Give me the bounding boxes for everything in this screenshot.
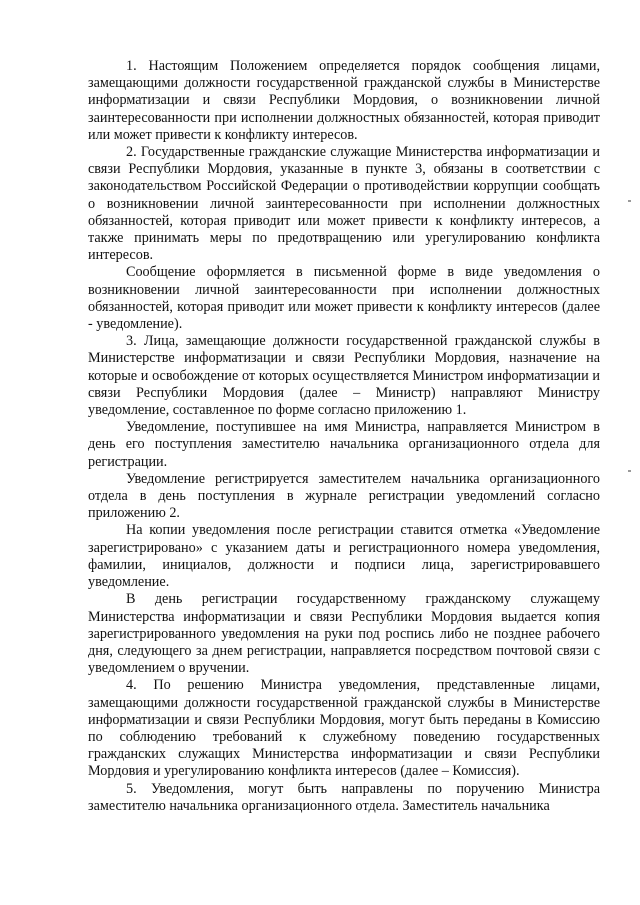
paragraph-3-forwarding: Уведомление, поступившее на имя Министра, направляется Министром в день его поступления заместителю начальника организационного отдела для регистрации. xyxy=(88,419,600,470)
scan-speck xyxy=(628,470,631,472)
paragraph-3-copy-mark: На копии уведомления после регистрации ставится отметка «Уведомление зарегистрировано» с указанием даты и регистрационного номера уведомления, фамилии, инициалов, должности и подписи лица, зарегистрировавшего уведомление. xyxy=(88,522,600,591)
paragraph-3-copy-delivery: В день регистрации государственному гражданскому служащему Министерства информатизации и связи Республики Мордовия выдается копия зарегистрированного уведомления на руки под роспись либо не позднее рабочего дня, следующего за днем регистрации, направляется посредством почтовой связи с уведомлением о вручении. xyxy=(88,591,600,677)
paragraph-1: 1. Настоящим Положением определяется порядок сообщения лицами, замещающими должности государственной гражданской службы в Министерстве информатизации и связи Республики Мордовия, о возникновении личной заинтересованности при исполнении должностных обязанностей, которая приводит или может привести к конфликту интересов. xyxy=(88,58,600,143)
document-body xyxy=(88,58,600,815)
paragraph-5: 5. Уведомления, могут быть направлены по поручению Министра заместителю начальника организационного отдела. Заместитель начальника xyxy=(88,780,600,814)
paragraph-3-registration: Уведомление регистрируется заместителем начальника организационного отдела в день поступления в журнале регистрации уведомлений согласно приложению 2. xyxy=(88,470,600,522)
paragraph-2-message-form: Сообщение оформляется в письменной форме в виде уведомления о возникновении личной заинтересованности при исполнении должностных обязанностей, которая приводит или может привести к конфликту интересов (далее - уведомление). xyxy=(88,264,600,333)
paragraph-4: 4. По решению Министра уведомления, представленные лицами, замещающими должности государственной гражданской службы в Министерстве информатизации и связи Республики Мордовия, могут быть переданы в Комиссию по соблюдению требований к служебному поведению государственных гражданских служащих Министерства информатизации и связи Республики Мордовия и урегулированию конфликта интересов (далее – Комиссия). xyxy=(88,677,600,780)
paragraph-2: 2. Государственные гражданские служащие Министерства информатизации и связи Республики Мордовия, указанные в пункте 3, обязаны в соответствии с законодательством Российской Федерации о противодействии коррупции сообщать о возникновении личной заинтересованности при исполнении должностных обязанностей, которая приводит или может привести к конфликту интересов, а также принимать меры по предотвращению или урегулированию конфликта интересов. xyxy=(88,144,600,264)
scan-speck xyxy=(628,200,631,202)
paragraph-3: 3. Лица, замещающие должности государственной гражданской службы в Министерстве информатизации и связи Республики Мордовия, назначение на которые и освобождение от которых осуществляется Министром информатизации и связи Республики Мордовия (далее – Министр) направляют Министру уведомление, составленное по форме согласно приложению 1. xyxy=(88,333,600,419)
